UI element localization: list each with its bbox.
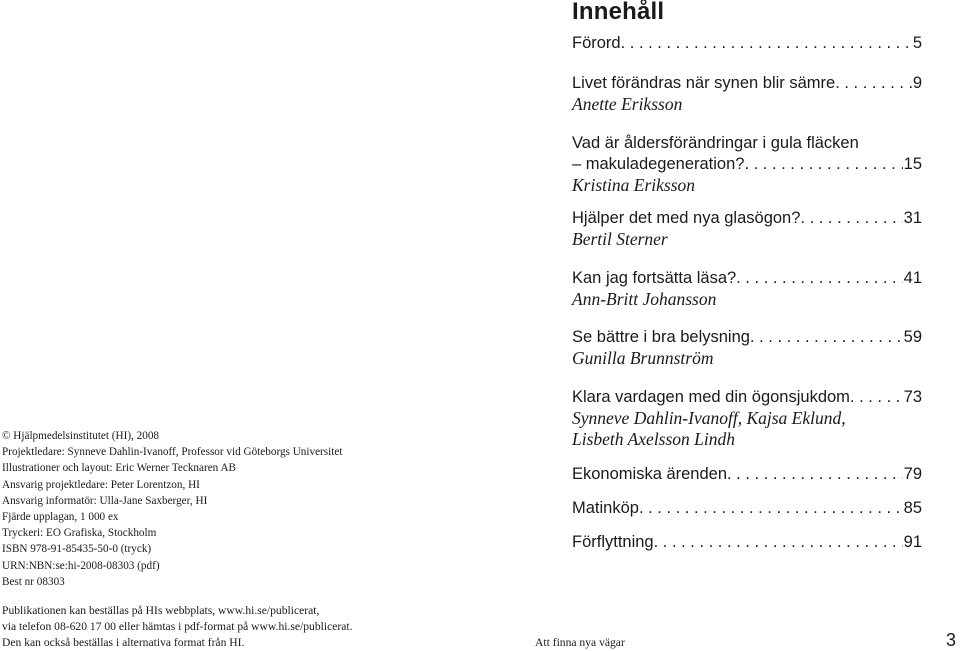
dot-leader xyxy=(736,268,902,289)
colophon xyxy=(2,428,472,590)
toc-entry-author: Kristina Eriksson xyxy=(572,175,696,195)
toc-entry-page: 41 xyxy=(903,269,922,287)
colophon-printer: Tryckeri: EO Grafiska, Stockholm xyxy=(2,527,157,540)
toc-line xyxy=(572,268,922,289)
running-footer-title: Att finna nya vägar xyxy=(535,636,625,649)
toc-entry-forord[interactable] xyxy=(572,33,922,54)
toc-entry-belysning[interactable] xyxy=(572,327,922,369)
publication-line: Publikationen kan beställas på HIs webbplats, www.hi.se/publicerat, xyxy=(2,604,320,617)
colophon-project-lead: Projektledare: Synneve Dahlin-Ivanoff, Professor vid Göteborgs Universitet xyxy=(2,446,343,459)
dot-leader xyxy=(621,33,912,54)
toc-line xyxy=(572,33,922,54)
toc-entry-title: Ekonomiska ärenden xyxy=(572,465,728,483)
toc-entry-glasogon[interactable] xyxy=(572,208,922,250)
publication-line: Den kan också beställas i alternativa format från HI. xyxy=(2,636,245,649)
dot-leader xyxy=(800,208,902,229)
colophon-responsible-project-lead: Ansvarig projektledare: Peter Lorentzon, HI xyxy=(2,478,200,491)
toc-entry-author: Gunilla Brunnström xyxy=(572,348,714,368)
toc-entry-page: 79 xyxy=(903,465,922,483)
page-number: 3 xyxy=(946,630,957,650)
toc-entry-forflyttning[interactable] xyxy=(572,532,922,553)
toc-entry-title: Livet förändras när synen blir sämre xyxy=(572,74,836,92)
toc-entry-title: Matinköp xyxy=(572,499,639,517)
toc-entry-livet[interactable] xyxy=(572,73,922,115)
toc-entry-lasa[interactable] xyxy=(572,268,922,310)
toc-entry-author: Anette Eriksson xyxy=(572,94,683,114)
toc-entry-title: Se bättre i bra belysning xyxy=(572,328,750,346)
toc-entry-page: 73 xyxy=(903,388,922,406)
toc-entry-vardagen[interactable] xyxy=(572,387,922,450)
colophon-edition: Fjärde upplagan, 1 000 ex xyxy=(2,511,119,524)
dot-leader xyxy=(727,464,903,485)
dot-leader xyxy=(835,73,912,94)
toc-entry-title: Kan jag fortsätta läsa? xyxy=(572,269,737,287)
toc-entry-page: 85 xyxy=(903,499,922,517)
toc-entry-title: Klara vardagen med din ögonsjukdom xyxy=(572,388,850,406)
colophon-responsible-informant: Ansvarig informatör: Ulla-Jane Saxberger, HI xyxy=(2,494,208,507)
toc-line xyxy=(572,208,922,229)
toc-heading: Innehåll xyxy=(572,0,665,25)
toc-line xyxy=(572,387,922,408)
toc-entry-page: 5 xyxy=(912,34,922,52)
toc-line xyxy=(572,154,922,175)
dot-leader xyxy=(850,387,903,408)
colophon-copyright: © Hjälpmedelsinstitutet (HI), 2008 xyxy=(2,430,160,442)
toc-line xyxy=(572,532,922,553)
toc-entry-title-line1: Vad är åldersförändringar i gula fläcken xyxy=(572,134,859,152)
toc-entry-page: 15 xyxy=(903,155,922,173)
colophon-illustrations: Illustrationer och layout: Eric Werner Tecknaren AB xyxy=(2,462,237,475)
toc-entry-page: 9 xyxy=(912,74,922,92)
toc-entry-author: Lisbeth Axelsson Lindh xyxy=(572,429,736,449)
toc-entry-title: – makuladegeneration? xyxy=(572,155,745,173)
toc-line xyxy=(572,498,922,519)
toc-line xyxy=(572,73,922,94)
dot-leader xyxy=(750,327,903,348)
colophon-urn: URN:NBN:se:hi-2008-08303 (pdf) xyxy=(2,559,160,572)
toc-entry-author: Bertil Sterner xyxy=(572,229,668,249)
toc-entry-matinkop[interactable] xyxy=(572,498,922,519)
colophon-isbn: ISBN 978-91-85435-50-0 (tryck) xyxy=(2,543,152,556)
publication-info xyxy=(2,603,472,651)
toc-entry-title: Förord xyxy=(572,34,621,52)
publication-line: via telefon 08-620 17 00 eller hämtas i pdf-format på www.hi.se/publicerat. xyxy=(2,620,353,633)
toc-line xyxy=(572,327,922,348)
toc-entry-ekonomiska[interactable] xyxy=(572,464,922,485)
toc-entry-page: 31 xyxy=(903,209,922,227)
colophon-order-number: Best nr 08303 xyxy=(2,575,65,588)
toc-entry-page: 91 xyxy=(903,533,922,551)
toc-entry-author-line1: Synneve Dahlin-Ivanoff, Kajsa Eklund, xyxy=(572,408,846,428)
dot-leader xyxy=(639,498,903,519)
toc-entry-title: Förflyttning xyxy=(572,533,654,551)
toc-line xyxy=(572,464,922,485)
toc-entry-page: 59 xyxy=(903,328,922,346)
toc-entry-author: Ann-Britt Johansson xyxy=(572,289,717,309)
toc-entry-makula[interactable] xyxy=(572,133,922,196)
toc-entry-title: Hjälper det med nya glasögon? xyxy=(572,209,801,227)
dot-leader xyxy=(654,532,903,553)
dot-leader xyxy=(744,154,902,175)
